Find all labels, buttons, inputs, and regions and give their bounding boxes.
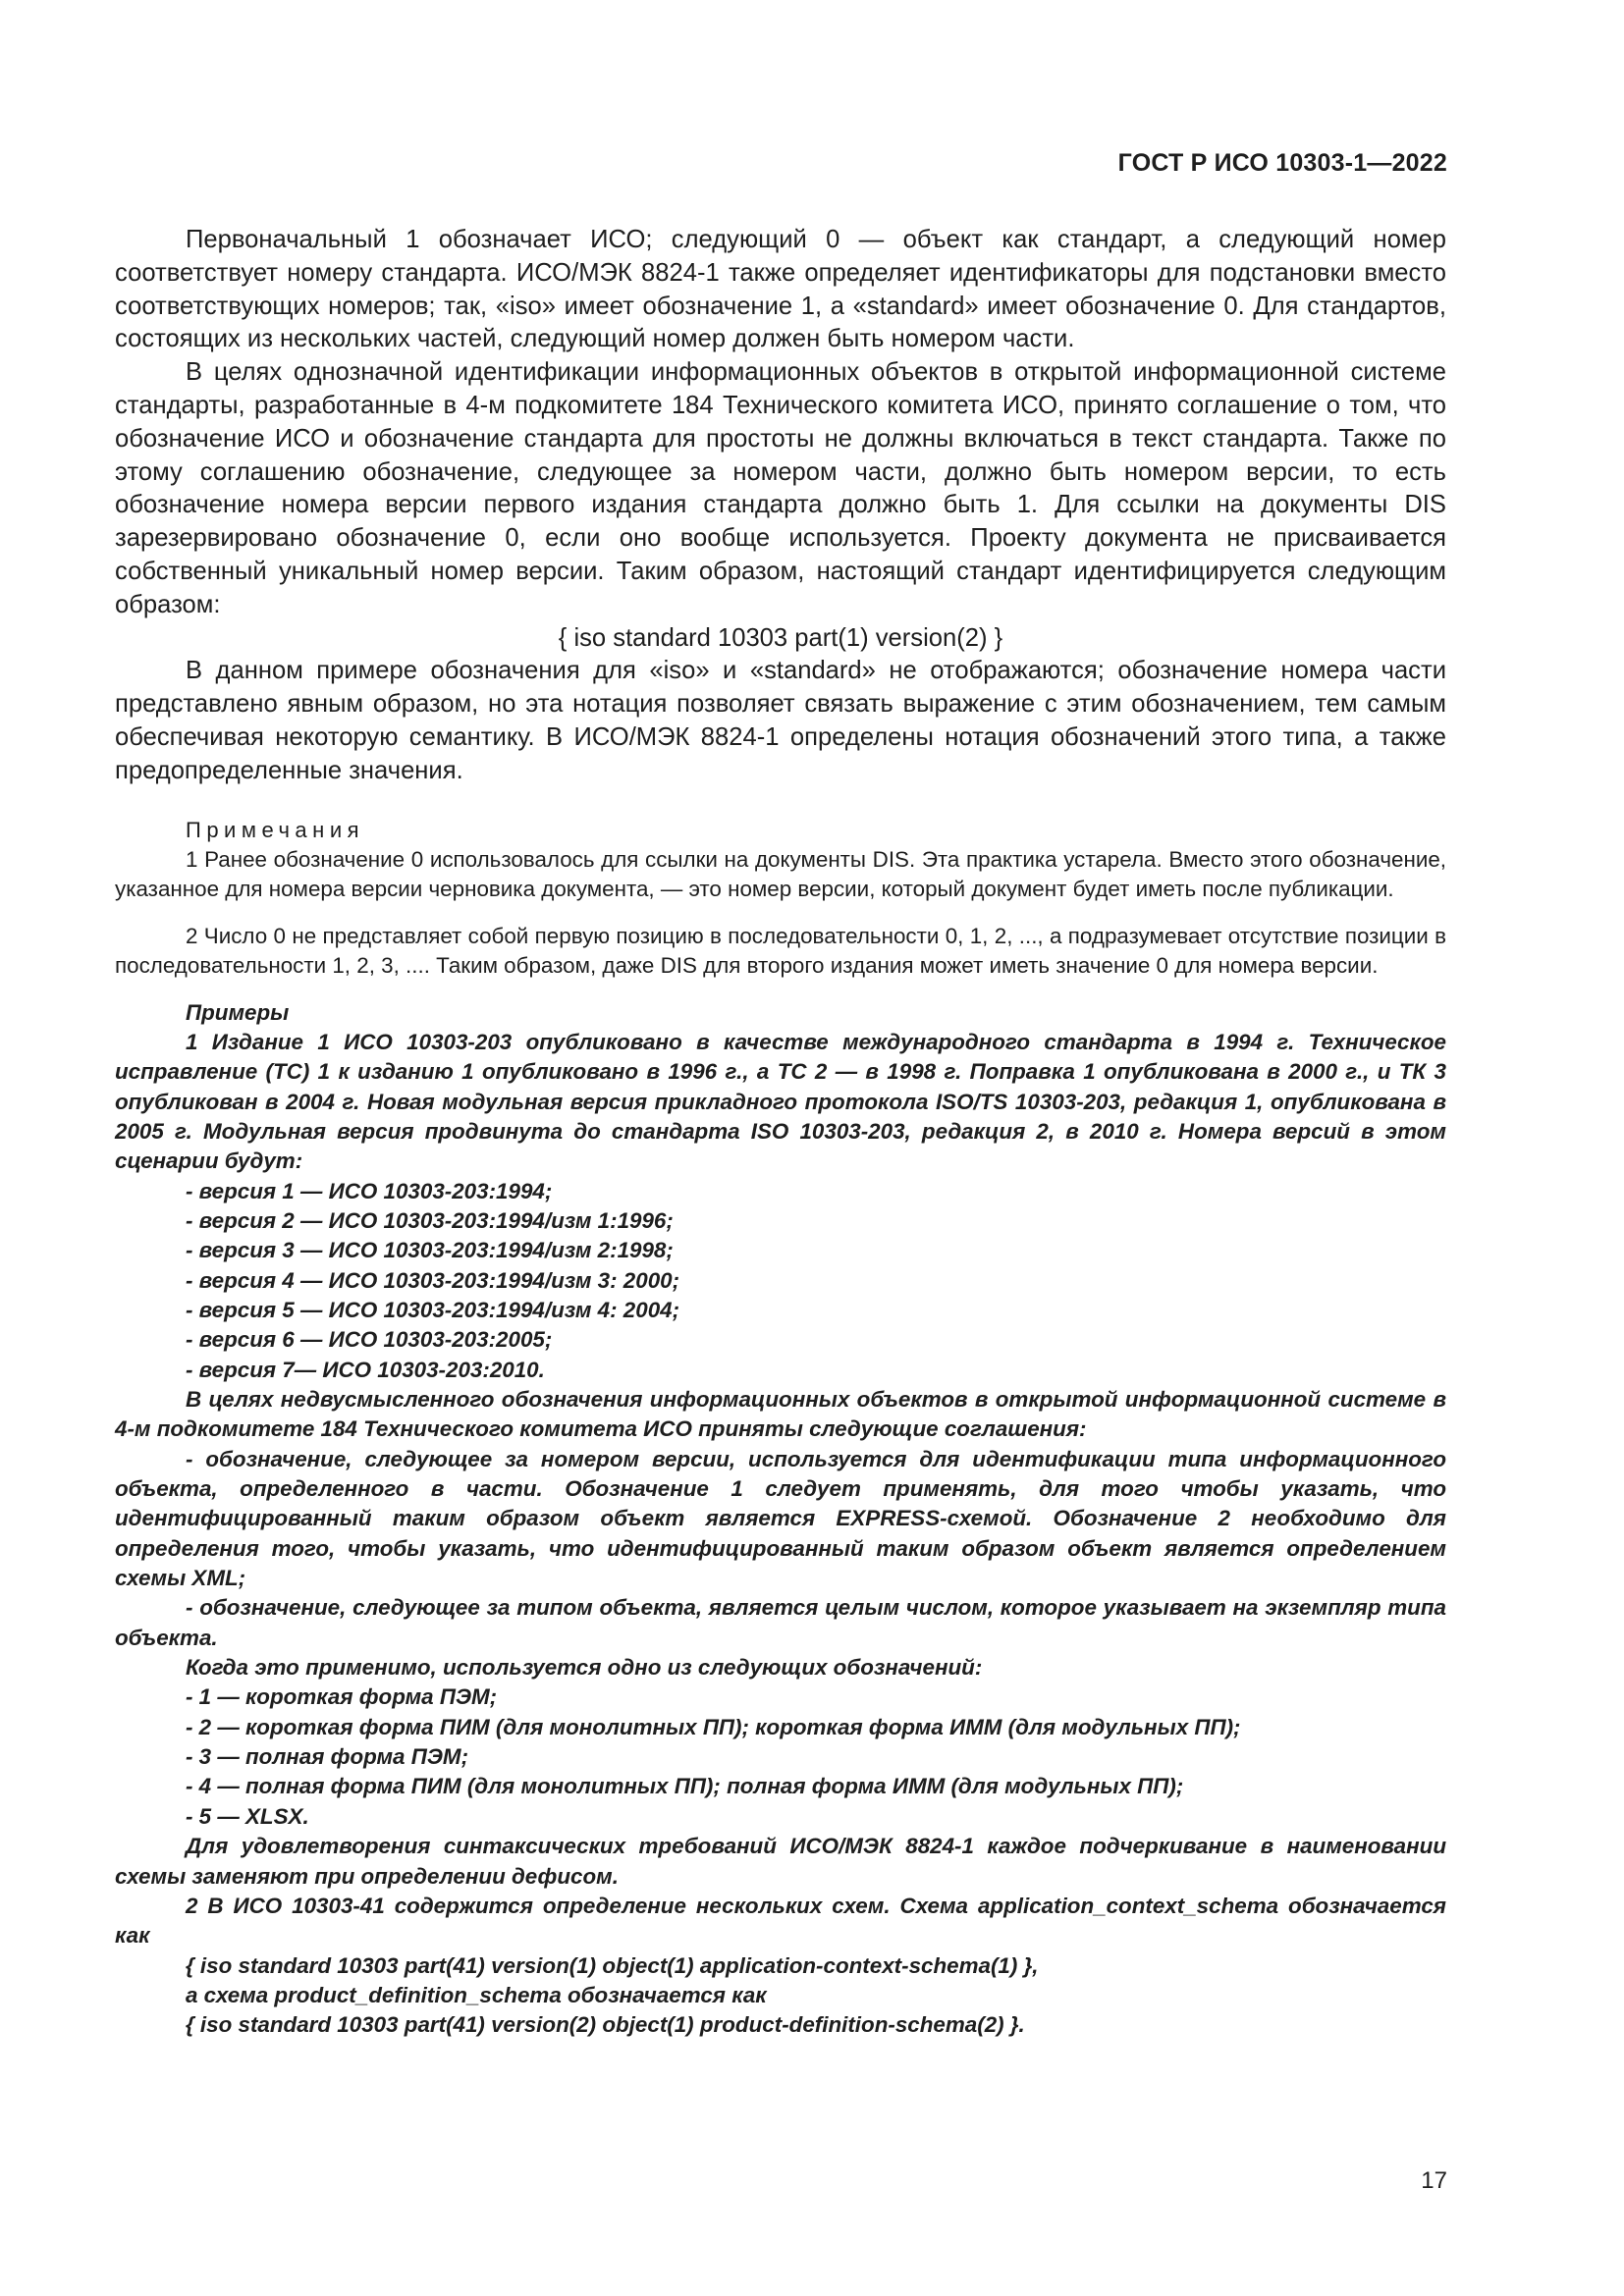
convention-item: - обозначение, следующее за номером версии, используется для идентификации типа информационного объекта, определенного в части. Обозначение 1 следует применять, для того чтобы указать, что идентифицированный таким образом объект является EXPRESS-схемой. Обозначение 2 необходимо для определения того, чтобы указать, что идентифицированный таким образом объект является определением схемы XML;	[115, 1446, 1446, 1591]
underscore-note: Для удовлетворения синтаксических требований ИСО/МЭК 8824-1 каждое подчеркивание в наименовании схемы заменяют при определении дефисом.	[115, 1834, 1446, 1889]
body-paragraph: В целях однозначной идентификации информационных объектов в открытой информационной системе стандарты, разработанные в 4-м подкомитете 184 Технического комитета ИСО, принято соглашение о том, что обозначение ИСО и обозначение стандарта для простоты не должны включаться в текст стандарта. Также по этому соглашению обозначение, следующее за номером части, должно быть номером версии, то есть обозначение номера версии первого издания стандарта должно быть 1. Для ссылки на документы DIS зарезервировано обозначение 0, если оно вообще используется. Проекту документа не присваивается собственный уникальный номер версии. Таким образом, настоящий стандарт идентифицируется следующим образом:	[115, 358, 1446, 618]
schema-identifier: { iso standard 10303 part(41) version(1) object(1) application-context-schema(1) },	[186, 1952, 1039, 1978]
version-item: - версия 1 — ИСО 10303-203:1994;	[186, 1178, 553, 1203]
notes-section	[115, 816, 1446, 981]
page-content	[115, 224, 1446, 2041]
example-1-text: 1 Издание 1 ИСО 10303-203 опубликовано в качестве международного стандарта в 1994 г. Техническое исправление (TC) 1 к изданию 1 опубликовано в 1996 г., а TC 2 — в 1998 г. Поправка 1 опубликована в 2000 г., и ТК 3 опубликован в 2004 г. Новая модульная версия прикладного протокола ISO/TS 10303-203, редакция 1, опубликована в 2005 г. Модульная версия продвинута до стандарта ISO 10303-203, редакция 2, в 2010 г. Номера версий в этом сценарии будут:	[115, 1029, 1446, 1174]
examples-section	[115, 998, 1446, 2041]
designation-item: - 5 — XLSX.	[186, 1803, 309, 1829]
designation-item: - 1 — короткая форма ПЭМ;	[186, 1684, 498, 1710]
version-item: - версия 5 — ИСО 10303-203:1994/изм 4: 2004;	[186, 1297, 680, 1322]
examples-title: Примеры	[186, 999, 290, 1025]
version-item: - версия 7— ИСО 10303-203:2010.	[186, 1357, 545, 1382]
standard-identifier: { iso standard 10303 part(1) version(2) }	[558, 623, 1003, 652]
schema-text: а схема product_definition_schema обозначается как	[186, 1982, 767, 2007]
body-paragraph: В данном примере обозначения для «iso» и «standard» не отображаются; обозначение номера части представлено явным образом, но эта нотация позволяет связать выражение с этим обозначением, тем самым обеспечивая некоторую семантику. В ИСО/МЭК 8824-1 определены нотация обозначений этого типа, а также предопределенные значения.	[115, 657, 1446, 784]
note-item: 2 Число 0 не представляет собой первую позицию в последовательности 0, 1, 2, ..., а подразумевает отсутствие позиции в последовательности 1, 2, 3, .... Таким образом, даже DIS для второго издания может иметь значение 0 для номера версии.	[115, 923, 1446, 978]
document-header: ГОСТ Р ИСО 10303-1—2022	[1117, 149, 1447, 177]
note-item: 1 Ранее обозначение 0 использовалось для ссылки на документы DIS. Эта практика устарела. Вместо этого обозначение, указанное для номера версии черновика документа, — это номер версии, который документ будет иметь после публикации.	[115, 846, 1446, 901]
version-item: - версия 2 — ИСО 10303-203:1994/изм 1:1996;	[186, 1207, 674, 1233]
designation-item: - 4 — полная форма ПИМ (для монолитных ПП); полная форма ИММ (для модульных ПП);	[186, 1774, 1184, 1799]
page-number: 17	[1421, 2167, 1447, 2194]
applicable-intro: Когда это применимо, используется одно из следующих обозначений:	[186, 1655, 983, 1681]
convention-item: - обозначение, следующее за типом объекта, является целым числом, которое указывает на экземпляр типа объекта.	[115, 1595, 1446, 1650]
version-item: - версия 6 — ИСО 10303-203:2005;	[186, 1327, 553, 1353]
body-paragraph: Первоначальный 1 обозначает ИСО; следующий 0 — объект как стандарт, а следующий номер соответствует номеру стандарта. ИСО/МЭК 8824-1 также определяет идентификаторы для подстановки вместо соответствующих номеров; так, «iso» имеет обозначение 1, а «standard» имеет обозначение 0. Для стандартов, состоящих из нескольких частей, следующий номер должен быть номером части.	[115, 226, 1446, 353]
notes-title: Примечания	[186, 817, 365, 842]
example-2-intro: 2 В ИСО 10303-41 содержится определение нескольких схем. Схема application_context_schema обозначается как	[115, 1893, 1446, 1949]
version-item: - версия 4 — ИСО 10303-203:1994/изм 3: 2000;	[186, 1267, 680, 1293]
version-item: - версия 3 — ИСО 10303-203:1994/изм 2:1998;	[186, 1238, 674, 1263]
schema-identifier: { iso standard 10303 part(41) version(2) object(1) product-definition-schema(2) }.	[186, 2012, 1025, 2038]
conventions-intro: В целях недвусмысленного обозначения информационных объектов в открытой информационной системе в 4-м подкомитете 184 Технического комитета ИСО приняты следующие соглашения:	[115, 1387, 1446, 1442]
designation-item: - 2 — короткая форма ПИМ (для монолитных ПП); короткая форма ИММ (для модульных ПП);	[186, 1714, 1241, 1739]
designation-item: - 3 — полная форма ПЭМ;	[186, 1744, 469, 1770]
